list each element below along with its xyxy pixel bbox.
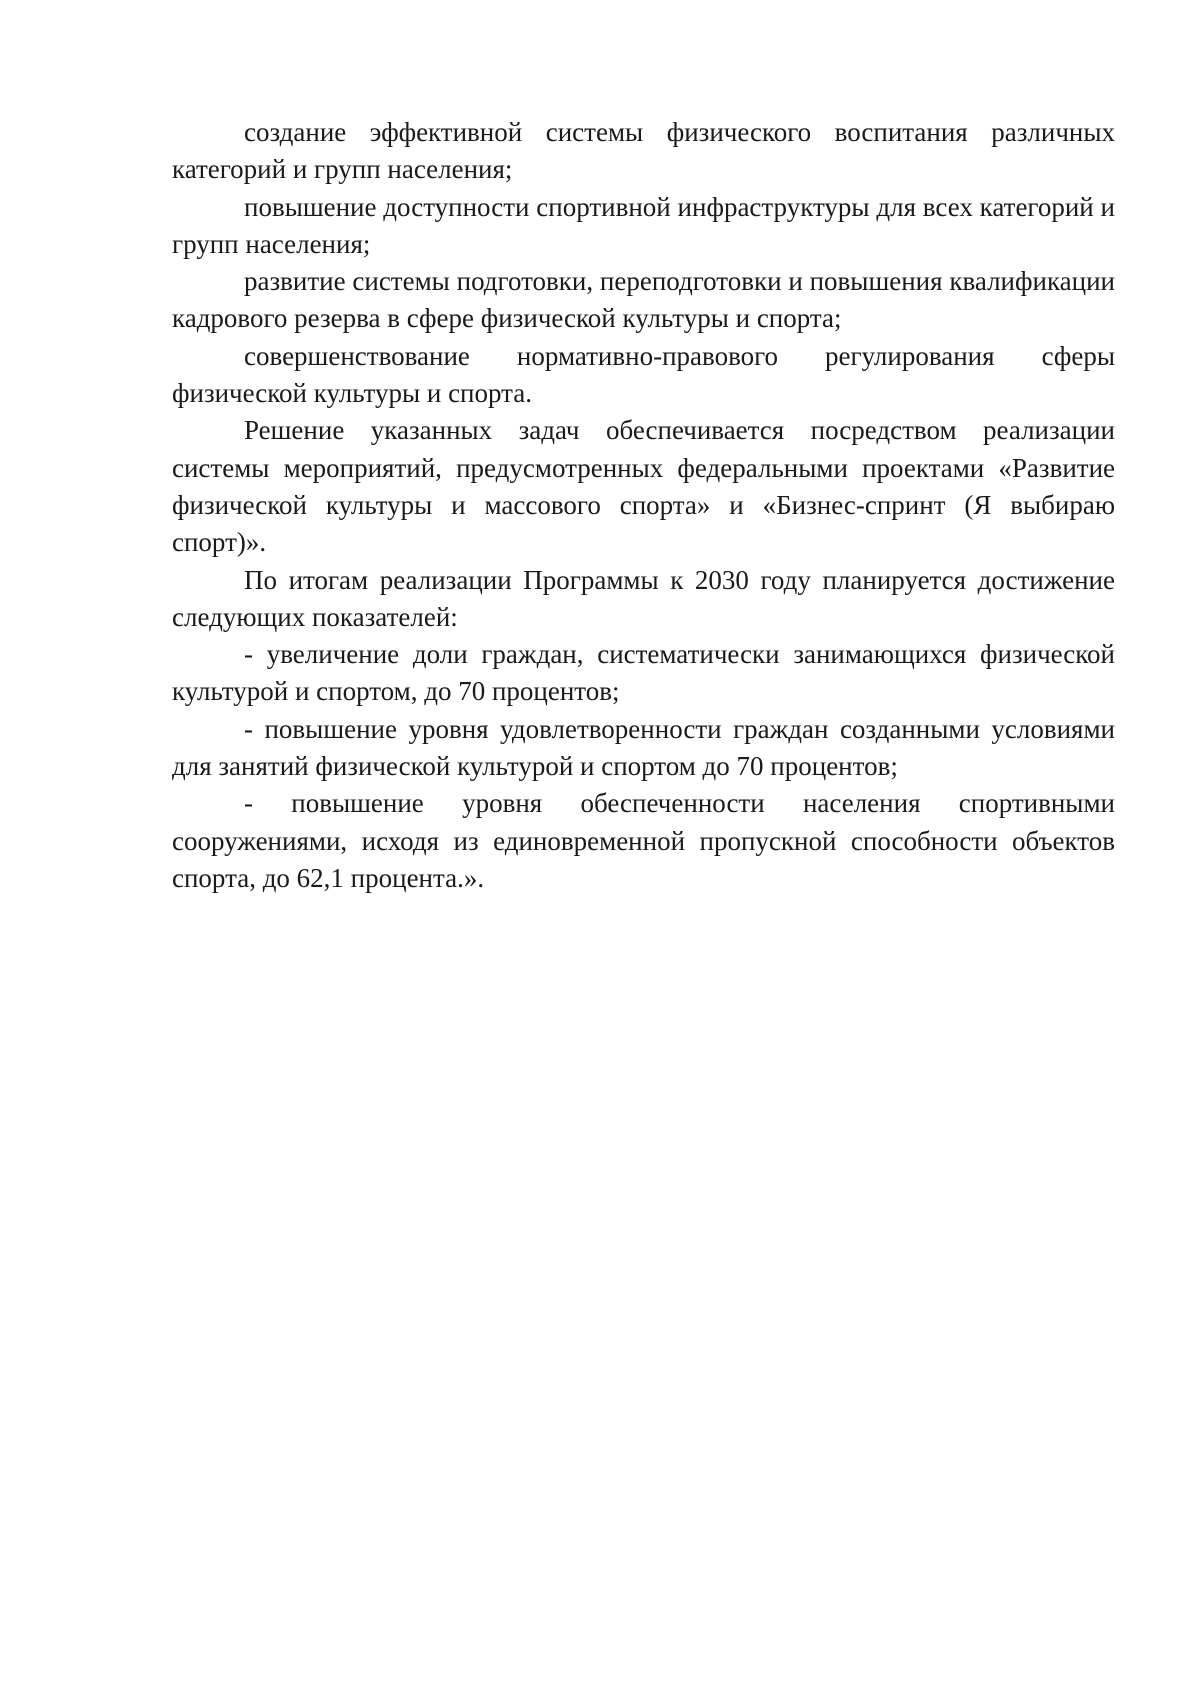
list-item-satisfaction-level: - повышение уровня удовлетворенности граждан созданными условиями для занятий физической культурой и спортом до 70 процентов; [172, 713, 1115, 782]
paragraph-federal-projects: Решение указанных задач обеспечивается посредством реализации системы мероприятий, предусмотренных федеральными проектами «Развитие физической культуры и массового спорта» и «Бизнес-спринт (Я выбираю спорт)». [172, 415, 1115, 558]
paragraph-infrastructure-access: повышение доступности спортивной инфраструктуры для всех категорий и групп населения; [172, 191, 1115, 259]
list-item-facilities-provision: - повышение уровня обеспеченности населения спортивными сооружениями, исходя из единовременной пропускной способности объектов спорта, до 62,1 процента.». [172, 788, 1115, 893]
paragraph-physical-education-system: создание эффективной системы физического воспитания различных категорий и групп населения; [172, 117, 1115, 185]
paragraph-program-targets: По итогам реализации Программы к 2030 году планируется достижение следующих показателей: [172, 564, 1115, 632]
paragraph-legal-regulation: совершенствование нормативно-правового регулирования сферы физической культуры и спорта. [172, 340, 1115, 409]
document-body [172, 114, 1115, 897]
list-item-share-of-citizens: - увеличение доли граждан, систематически занимающихся физической культурой и спортом, до 70 процентов; [172, 639, 1115, 707]
paragraph-personnel-training: развитие системы подготовки, переподготовки и повышения квалификации кадрового резерва в сфере физической культуры и спорта; [172, 266, 1115, 334]
